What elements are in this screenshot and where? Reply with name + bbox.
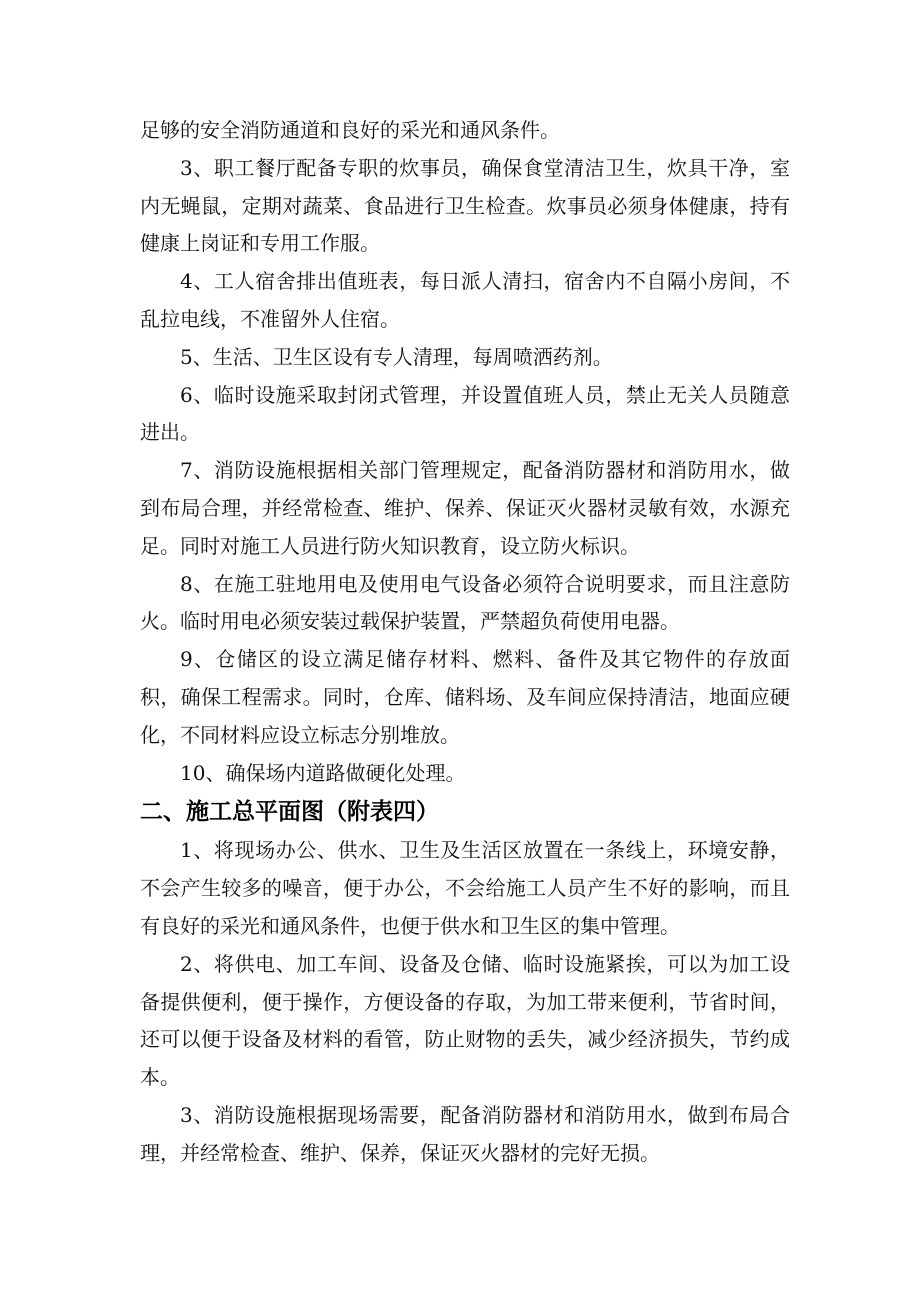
paragraph-item-9: 9、仓储区的设立满足储存材料、燃料、备件及其它物件的存放面积，确保工程需求。同时，仓库、储料场、及车间应保持清洁，地面应硬化，不同材料应设立标志分别堆放。	[140, 647, 790, 747]
layout-paragraph-2: 2、将供电、加工车间、设备及仓储、临时设施紧挨，可以为加工设备提供便利，便于操作，方便设备的存取，为加工带来便利，节省时间，还可以便于设备及材料的看管，防止财物的丢失，减少经济损失，节约成本。	[140, 951, 790, 1090]
layout-paragraph-3: 3、消防设施根据现场需要，配备消防器材和消防用水，做到布局合理，并经常检查、维护、保养，保证灭火器材的完好无损。	[140, 1102, 790, 1165]
paragraph-item-3: 3、职工餐厅配备专职的炊事员，确保食堂清洁卫生，炊具干净，室内无蝇鼠，定期对蔬菜、食品进行卫生检查。炊事员必须身体健康，持有健康上岗证和专用工作服。	[140, 155, 790, 256]
paragraph-item-5: 5、生活、卫生区设有专人清理，每周喷洒药剂。	[180, 344, 613, 369]
document-body	[140, 112, 790, 1173]
paragraph-item-6: 6、临时设施采取封闭式管理，并设置值班人员，禁止无关人员随意进出。	[140, 382, 790, 445]
paragraph-item-8: 8、在施工驻地用电及使用电气设备必须符合说明要求，而且注意防火。临时用电必须安装过载保护装置，严禁超负荷使用电器。	[140, 571, 790, 634]
section-heading: 二、施工总平面图（附表四）	[140, 799, 439, 826]
paragraph-item-4: 4、工人宿舍排出值班表，每日派人清扫，宿舍内不自隔小房间，不乱拉电线，不准留外人住宿。	[140, 269, 790, 331]
layout-paragraph-1: 1、将现场办公、供水、卫生及生活区放置在一条线上，环境安静，不会产生较多的噪音，便于办公，不会给施工人员产生不好的影响，而且有良好的采光和通风条件，也便于供水和卫生区的集中管理。	[140, 838, 790, 938]
paragraph-item-7: 7、消防设施根据相关部门管理规定，配备消防器材和消防用水，做到布局合理，并经常检查、维护、保养、保证灭火器材灵敏有效，水源充足。同时对施工人员进行防火知识教育，设立防火标识。	[140, 458, 790, 558]
paragraph-continuation: 足够的安全消防通道和良好的采光和通风条件。	[140, 118, 560, 142]
paragraph-item-10: 10、确保场内道路做硬化处理。	[180, 760, 466, 785]
